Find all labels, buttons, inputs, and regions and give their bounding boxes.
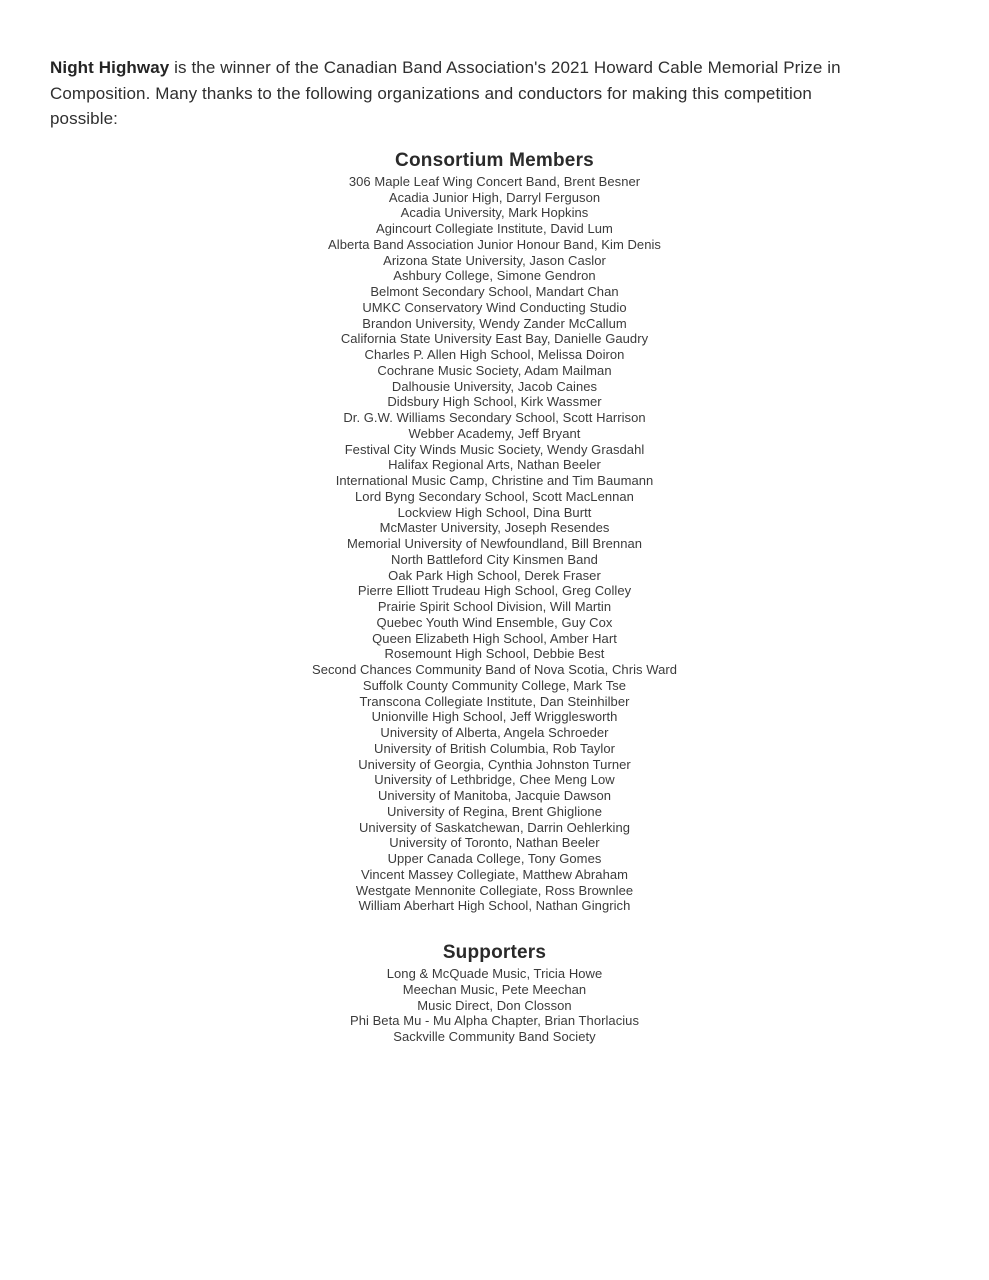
list-item: Long & McQuade Music, Tricia Howe <box>386 966 603 982</box>
list-item: Oak Park High School, Derek Fraser <box>388 567 601 583</box>
list-item: McMaster University, Joseph Resendes <box>379 520 610 536</box>
intro-line-1-text: is the winner of the Canadian Band Association's 2021 Howard Cable Memorial Prize in <box>169 58 841 77</box>
section-list <box>0 966 989 1045</box>
list-item: Halifax Regional Arts, Nathan Beeler <box>388 457 601 473</box>
list-item: Webber Academy, Jeff Bryant <box>408 425 581 441</box>
list-item: Transcona Collegiate Institute, Dan Steinhilber <box>359 693 630 709</box>
list-item: Brandon University, Wendy Zander McCallum <box>362 315 627 331</box>
list-item: University of Saskatchewan, Darrin Oehlerking <box>358 819 631 835</box>
section-heading: Supporters <box>442 942 547 964</box>
list-item: Alberta Band Association Junior Honour Band, Kim Denis <box>328 236 661 252</box>
sections-container <box>0 148 989 1045</box>
list-item: 306 Maple Leaf Wing Concert Band, Brent Besner <box>348 173 641 189</box>
list-item: UMKC Conservatory Wind Conducting Studio <box>362 299 627 315</box>
work-title: Night Highway <box>50 58 170 77</box>
intro-line-3: possible: <box>50 109 118 129</box>
list-item: Suffolk County Community College, Mark Tse <box>362 677 627 693</box>
list-item: California State University East Bay, Danielle Gaudry <box>340 331 649 347</box>
list-item: University of Lethbridge, Chee Meng Low <box>374 772 615 788</box>
list-item: Cochrane Music Society, Adam Mailman <box>377 362 612 378</box>
list-item: Memorial University of Newfoundland, Bill Brennan <box>346 536 643 552</box>
list-item: University of Manitoba, Jacquie Dawson <box>377 788 612 804</box>
list-item: Acadia University, Mark Hopkins <box>400 205 589 221</box>
list-item: Second Chances Community Band of Nova Scotia, Chris Ward <box>311 662 678 678</box>
list-item: University of British Columbia, Rob Taylor <box>374 740 615 756</box>
list-item: Lockview High School, Dina Burtt <box>397 504 592 520</box>
list-item: Vincent Massey Collegiate, Matthew Abraham <box>360 866 629 882</box>
list-item: Arizona State University, Jason Caslor <box>383 252 606 268</box>
list-item: Queen Elizabeth High School, Amber Hart <box>372 630 617 646</box>
list-item: William Aberhart High School, Nathan Gingrich <box>358 898 631 914</box>
list-item: Ashbury College, Simone Gendron <box>393 268 596 284</box>
list-item: Upper Canada College, Tony Gomes <box>387 851 602 867</box>
list-item: Charles P. Allen High School, Melissa Doiron <box>364 347 625 363</box>
list-item: Belmont Secondary School, Mandart Chan <box>370 284 619 300</box>
list-item: University of Georgia, Cynthia Johnston Turner <box>358 756 631 772</box>
list-item: Rosemount High School, Debbie Best <box>384 646 605 662</box>
list-item: Agincourt Collegiate Institute, David Lum <box>376 221 613 237</box>
list-item: Didsbury High School, Kirk Wassmer <box>387 394 602 410</box>
list-item: University of Regina, Brent Ghiglione <box>386 803 602 819</box>
intro-line-1 <box>50 55 945 81</box>
intro-paragraph <box>50 55 945 132</box>
list-item: Quebec Youth Wind Ensemble, Guy Cox <box>376 614 613 630</box>
list-item: International Music Camp, Christine and Tim Baumann <box>335 473 654 489</box>
list-item: Unionville High School, Jeff Wrigglesworth <box>371 709 618 725</box>
list-item: Festival City Winds Music Society, Wendy Grasdahl <box>344 441 645 457</box>
section-heading: Consortium Members <box>395 149 594 171</box>
list-item: Dr. G.W. Williams Secondary School, Scott Harrison <box>343 410 646 426</box>
section-list <box>0 174 989 914</box>
list-item: Meechan Music, Pete Meechan <box>402 981 587 997</box>
list-item: Phi Beta Mu - Mu Alpha Chapter, Brian Thorlacius <box>349 1013 640 1029</box>
list-item: Westgate Mennonite Collegiate, Ross Brownlee <box>355 882 634 898</box>
list-item: Lord Byng Secondary School, Scott MacLennan <box>355 488 634 504</box>
intro-line-2: Composition. Many thanks to the following organizations and conductors for making this competition <box>50 83 812 103</box>
list-item: Pierre Elliott Trudeau High School, Greg Colley <box>357 583 632 599</box>
list-item: North Battleford City Kinsmen Band <box>391 551 598 567</box>
list-item: University of Alberta, Angela Schroeder <box>380 725 609 741</box>
list-item: Dalhousie University, Jacob Caines <box>391 378 598 394</box>
list-item: Music Direct, Don Closson <box>417 997 572 1013</box>
list-item: Sackville Community Band Society <box>393 1029 596 1045</box>
list-item: Acadia Junior High, Darryl Ferguson <box>388 189 601 205</box>
list-item: University of Toronto, Nathan Beeler <box>389 835 600 851</box>
list-item: Prairie Spirit School Division, Will Martin <box>377 599 612 615</box>
